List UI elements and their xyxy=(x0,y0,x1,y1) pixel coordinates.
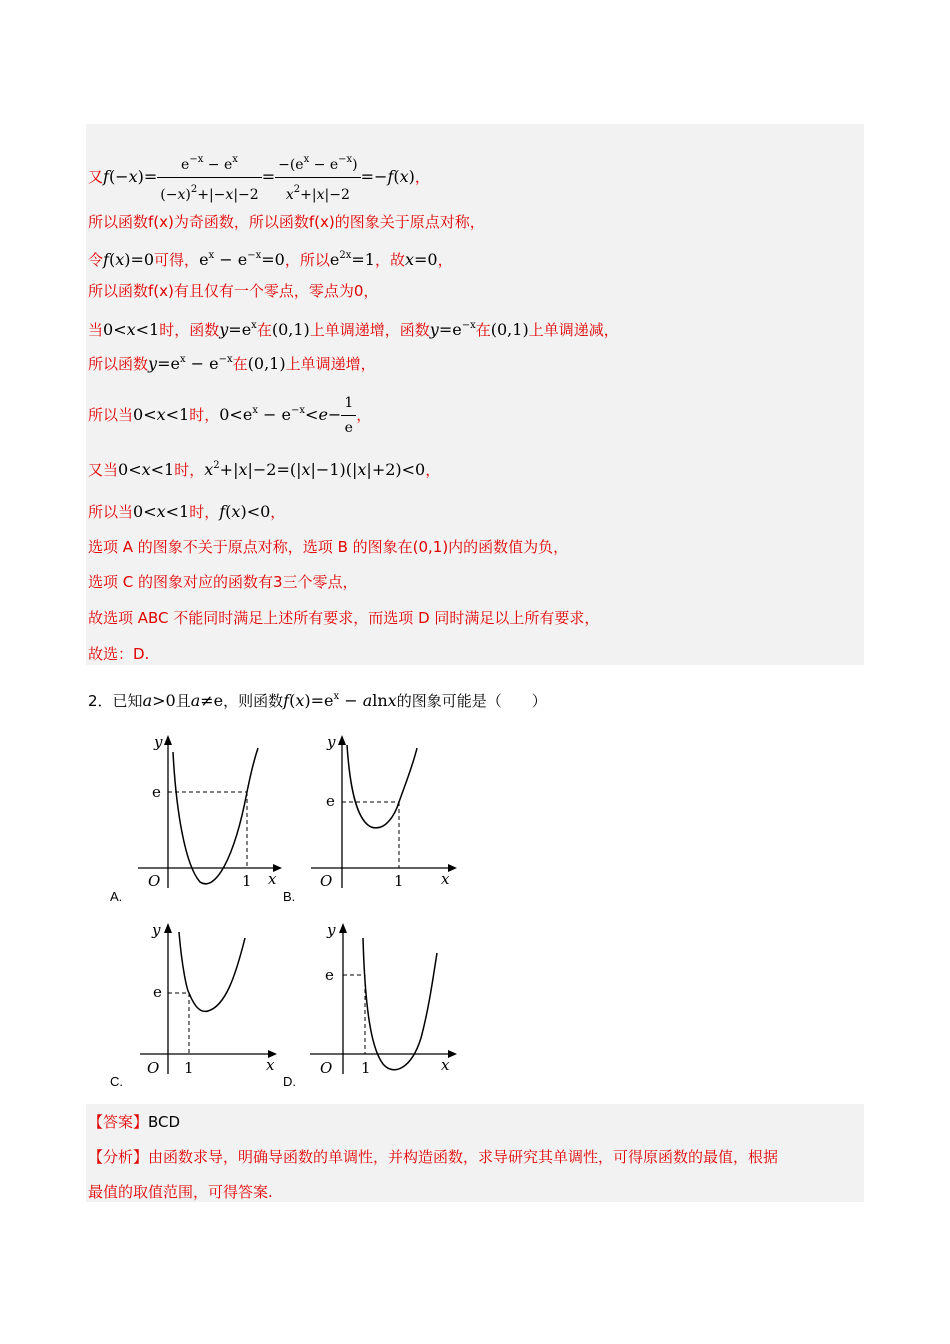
origin-label: O xyxy=(148,872,161,890)
answer-line xyxy=(88,1111,180,1132)
graph-option-a xyxy=(130,730,290,890)
option-label-c: C. xyxy=(110,1074,123,1089)
text: 所以当 xyxy=(88,503,134,521)
fraction: $\frac{-(e^x - e^{-x})}{x^2+|x|-2}$ xyxy=(275,150,361,205)
analysis-text: 由函数求导，明确导函数的单调性，并构造函数，求导研究其单调性，可得原函数的最值，根据 xyxy=(148,1148,779,1166)
text: 可得， xyxy=(154,251,200,269)
graph-option-d xyxy=(305,918,465,1078)
solution-line-13: 故选：D. xyxy=(88,645,150,663)
origin-label: O xyxy=(320,872,333,890)
solution-line-3: 令f(x)=0可得，$e^x - e^{-x}=0$，所以$e^{2x}=1$，故x=0， xyxy=(88,250,453,269)
answer-tag: 【答案】 xyxy=(88,1113,149,1131)
solution-line-10: 选项 A 的图象不关于原点对称，选项 B 的图象在(0,1)内的函数值为负， xyxy=(88,538,569,556)
text: 时，函数 xyxy=(159,321,220,339)
solution-line-2: 所以函数f(x)为奇函数，所以函数f(x)的图象关于原点对称， xyxy=(88,213,485,231)
solution-line-1: 又f(−x)= $\frac{e^{-x} - e^x}{(-x)^2+|-x|-2}$ = $\frac{-(e^x - e^{-x})}{x^2+|x|-2}$ =−f(x)， xyxy=(88,150,430,205)
x-axis-label: x xyxy=(266,1056,275,1074)
question-number: 2． xyxy=(88,692,113,710)
tick-label-e: e xyxy=(152,783,161,801)
text: ，所以 xyxy=(284,251,330,269)
text: 所以函数 xyxy=(88,355,149,373)
fraction: $\frac{1}{e}$ xyxy=(341,393,356,438)
graph-option-c xyxy=(135,918,285,1078)
analysis-line-1 xyxy=(88,1146,778,1167)
text: 上单调递减， xyxy=(528,321,619,339)
analysis-line-2: 最值的取值范围，可得答案. xyxy=(88,1183,273,1201)
text: 已知 xyxy=(112,692,143,710)
text: 时， xyxy=(189,406,220,424)
text: 上单调递增，函数 xyxy=(309,321,430,339)
answer-value: BCD xyxy=(148,1113,181,1131)
tick-label-1: 1 xyxy=(184,1059,194,1077)
y-axis-label: y xyxy=(154,733,163,751)
text: ，故 xyxy=(374,251,405,269)
option-label-a: A. xyxy=(110,889,123,904)
solution-line-5: 当0<x<1时，函数$y=e^x$在(0,1)上单调递增，函数$y=e^{-x}$在(0,1)上单调递减， xyxy=(88,320,619,339)
text: 的图象可能是（ ） xyxy=(396,692,547,710)
solution-line-7: 所以当0<x<1时，$0<e^x - e^{-x}<e-$ $\frac{1}{e}$ ， xyxy=(88,395,372,436)
text: 时， xyxy=(174,461,205,479)
text: 在 xyxy=(232,355,248,373)
x-axis-label: x xyxy=(268,870,277,888)
option-label-b: B. xyxy=(283,889,296,904)
text: 且 xyxy=(175,692,191,710)
tick-label-1: 1 xyxy=(242,872,252,890)
x-axis-label: x xyxy=(441,1056,450,1074)
fraction: $\frac{e^{-x} - e^x}{(-x)^2+|-x|-2}$ xyxy=(157,150,261,205)
solution-line-6: 所以函数$y=e^x - e^{-x}$在(0,1)上单调递增， xyxy=(88,354,376,373)
text: ，则函数 xyxy=(223,692,284,710)
text: 所以当 xyxy=(88,406,134,424)
solution-line-12: 故选项 ABC 不能同时满足上述所有要求，而选项 D 同时满足以上所有要求， xyxy=(88,609,600,627)
text: 在 xyxy=(475,321,491,339)
analysis-tag: 【分析】 xyxy=(88,1148,149,1166)
text: 当 xyxy=(88,321,104,339)
solution-line-11: 选项 C 的图象对应的函数有3三个零点， xyxy=(88,573,358,591)
text: 时， xyxy=(189,503,220,521)
text: 又 xyxy=(88,168,104,186)
question-2: 2．已知a>0且a≠e，则函数$f(x)=e^x - alnx$的图象可能是（ ） xyxy=(88,691,547,710)
y-axis-label: y xyxy=(152,921,161,939)
solution-line-4: 所以函数f(x)有且仅有一个零点，零点为0， xyxy=(88,282,379,300)
tick-label-e: e xyxy=(153,983,162,1001)
graph-option-b xyxy=(305,730,465,890)
tick-label-e: e xyxy=(325,966,334,984)
solution-line-9: 所以当0<x<1时，f(x)<0， xyxy=(88,502,286,521)
y-axis-label: y xyxy=(327,921,336,939)
tick-label-1: 1 xyxy=(394,872,404,890)
text: 上单调递增， xyxy=(285,355,376,373)
tick-label-e: e xyxy=(326,792,335,810)
solution-line-8: 又当0<x<1时，$x^2+|x|-2=(|x|-1)(|x|+2)<0$， xyxy=(88,460,441,479)
y-axis-label: y xyxy=(327,733,336,751)
tick-label-1: 1 xyxy=(361,1059,371,1077)
text: 令 xyxy=(88,251,104,269)
origin-label: O xyxy=(320,1059,333,1077)
x-axis-label: x xyxy=(441,870,450,888)
option-label-d: D. xyxy=(283,1074,296,1089)
text: 在 xyxy=(256,321,272,339)
origin-label: O xyxy=(147,1059,160,1077)
text: 又当 xyxy=(88,461,119,479)
